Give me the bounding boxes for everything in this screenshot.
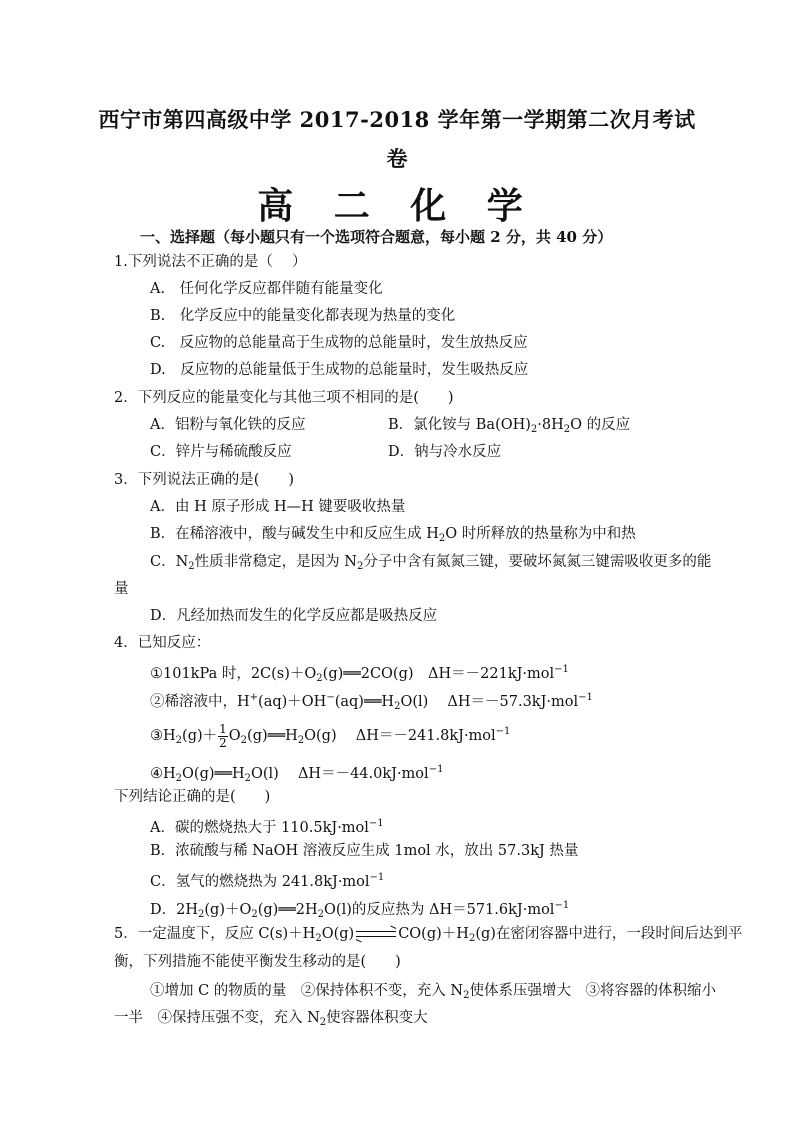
q3-stem: 3．下列说法正确的是( ) (114, 472, 295, 488)
q3-option-a: A．由 H 原子形成 H—H 键要吸收热量 (150, 499, 406, 515)
q2-option-d: D．钠与冷水反应 (388, 444, 502, 460)
q3-option-b: B．在稀溶液中，酸与碱发生中和反应生成 $H_2O$ 时所释放的热量称为中和热 (150, 526, 636, 544)
q4-reaction-4: $④H_2O(g)══H_2O(l)$ ΔH＝－44.0kJ·mol$^{-1}$ (150, 764, 444, 784)
q3-option-c: C．$N_2$性质非常稳定，是因为 $N_2$分子中含有氮氮三键，要破坏氮氮三键需吸收更多的能 (150, 554, 712, 572)
q1-option-b: B. 化学反应中的能量变化都表现为热量的变化 (150, 308, 456, 324)
q3-option-c-cont: 量 (114, 581, 129, 597)
q2-option-b: B．氯化铵与 $Ba(OH)_2\cdot 8H_2O$ 的反应 (388, 417, 631, 435)
equilibrium-arrow-icon (356, 927, 396, 941)
q2-stem: 2．下列反应的能量变化与其他三项不相同的是( ) (114, 390, 454, 406)
q1-option-c: C. 反应物的总能量高于生成物的总能量时，发生放热反应 (150, 335, 528, 351)
q5-stem: 5．一定温度下，反应 $C(s)+H_2O(g)$ $CO(g)+H_2(g)$在密闭容器中进行，一段时间后达到平 (114, 926, 743, 944)
q2-option-a: A．铝粉与氧化铁的反应 (150, 417, 306, 433)
subject-heading: 高 二 化 学 (257, 185, 537, 227)
q2-option-c: C．锌片与稀硫酸反应 (150, 444, 292, 460)
section-heading: 一、选择题（每小题只有一个选项符合题意，每小题 2 分，共 40 分） (140, 228, 613, 246)
q4-option-b: B．浓硫酸与稀 NaOH 溶液反应生成 1mol 水，放出 57.3kJ 热量 (150, 843, 579, 859)
q3-option-d: D．凡经加热而发生的化学反应都是吸热反应 (150, 608, 438, 624)
q4-stem: 4．已知反应： (114, 635, 211, 651)
q1-option-a: A. 任何化学反应都伴随有能量变化 (150, 281, 383, 297)
q4-reaction-2: ②稀溶液中，$H^+(aq)+OH^-(aq)══H_2O(l)$ ΔH＝－57.3kJ·mol$^{-1}$ (150, 692, 593, 712)
q5-stem-cont: 衡，下列措施不能使平衡发生移动的是( ) (114, 954, 401, 970)
q4-option-a: A．碳的燃烧热大于 110.5kJ·mol$^{-1}$ (150, 818, 384, 836)
q4-reaction-1: ①101kPa 时，$2C(s)+O_2(g)══2CO(g)$ ΔH＝－221kJ·mol$^{-1}$ (150, 664, 569, 684)
q4-reaction-3: $③H_2(g)+$ $\frac{1}{2}$ $O_2(g)══H_2O(g)$ ΔH＝－241.8kJ·mol$^{-1}$ (150, 721, 511, 750)
q5-measures-line1: ①增加 C 的物质的量 ②保持体积不变，充入 $N_2$使体系压强增大 ③将容器的体积缩小 (150, 983, 716, 1001)
exam-title: 西宁市第四高级中学 2017-2018 学年第一学期第二次月考试 (98, 107, 696, 132)
exam-title-cont: 卷 (386, 146, 408, 171)
q4-option-d: D．$2H_2(g)+O_2(g)══2H_2O(l)$的反应热为 ΔH＝571.6kJ·mol$^{-1}$ (150, 900, 570, 920)
fraction-one-half: $\frac{1}{2}$ (219, 721, 227, 750)
q5-measures-line2: 一半 ④保持压强不变，充入 $N_2$使容器体积变大 (114, 1010, 428, 1028)
q1-stem: 1.下列说法不正确的是（ ） (114, 254, 307, 270)
q4-option-c: C．氢气的燃烧热为 241.8kJ·mol$^{-1}$ (150, 872, 385, 890)
q1-option-d: D. 反应物的总能量低于生成物的总能量时，发生吸热反应 (150, 362, 529, 378)
q4-conclusion-stem: 下列结论正确的是( ) (114, 789, 271, 805)
